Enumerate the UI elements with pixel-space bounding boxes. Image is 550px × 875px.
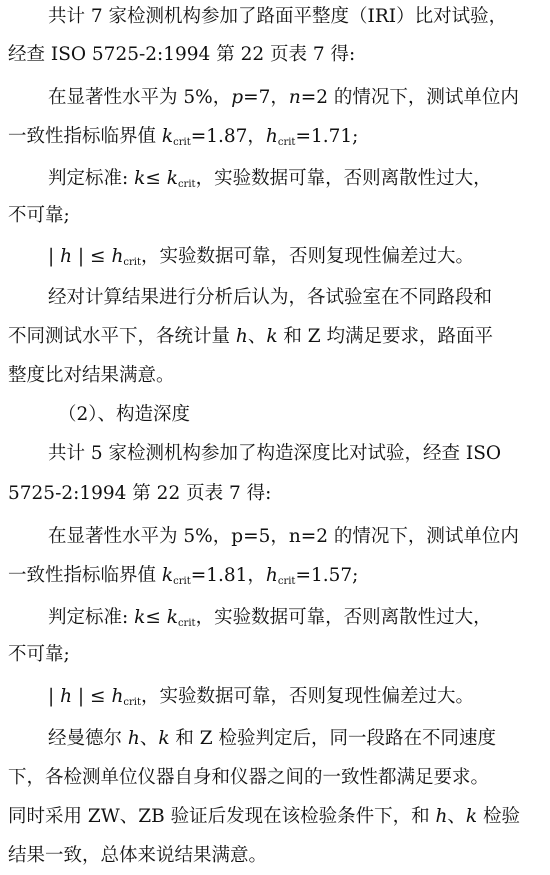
text: =2 的情况下，测试单位内 bbox=[300, 87, 519, 108]
text: =1.71; bbox=[295, 126, 359, 147]
math-var: k bbox=[134, 607, 146, 628]
text: ，实验数据可靠，否则离散性过大， bbox=[195, 607, 492, 628]
text: 5725-2:1994 第 22 页表 7 得: bbox=[8, 483, 272, 504]
text: 判定标准: bbox=[48, 607, 135, 628]
math-var: h bbox=[265, 126, 278, 147]
paragraph-line bbox=[48, 605, 492, 631]
math-var: k bbox=[166, 607, 178, 628]
math-var: h bbox=[111, 246, 124, 267]
text: 一致性指标临界值 bbox=[8, 126, 162, 147]
text: 整度比对结果满意。 bbox=[8, 365, 175, 386]
text: 、 bbox=[447, 806, 466, 827]
paragraph-line bbox=[48, 441, 501, 467]
text: | bbox=[48, 686, 61, 707]
subscript: crit bbox=[177, 179, 196, 190]
paragraph-line bbox=[8, 203, 70, 229]
text: 在显著性水平为 5%， bbox=[48, 87, 232, 108]
paragraph-line bbox=[48, 726, 496, 752]
paragraph-line bbox=[8, 324, 493, 350]
math-var: h bbox=[235, 326, 248, 347]
text: 结果一致，总体来说结果满意。 bbox=[8, 845, 268, 866]
math-var: h bbox=[111, 686, 124, 707]
paragraph-line bbox=[8, 124, 358, 150]
text: =7， bbox=[243, 87, 289, 108]
text: 同时采用 ZW、ZB 验证后发现在该检验条件下，和 bbox=[8, 806, 436, 827]
math-var: k bbox=[134, 168, 146, 189]
paragraph-line bbox=[48, 85, 519, 111]
subscript: crit bbox=[123, 257, 141, 268]
paragraph-line bbox=[8, 42, 355, 68]
text: | ≤ bbox=[72, 686, 112, 707]
text: 和 Z 检验判定后，同一段路在不同速度 bbox=[169, 728, 497, 749]
text: =1.87， bbox=[190, 126, 266, 147]
text: 、 bbox=[139, 728, 159, 749]
math-var: h bbox=[127, 728, 140, 749]
text: ，实验数据可靠，否则复现性偏差过大。 bbox=[140, 246, 474, 267]
math-var: k bbox=[465, 806, 478, 827]
text: 检验 bbox=[477, 806, 521, 827]
paragraph-line bbox=[48, 524, 519, 550]
math-var: h bbox=[60, 246, 73, 267]
text: ，实验数据可靠，否则复现性偏差过大。 bbox=[140, 686, 474, 707]
text: 下，各检测单位仪器自身和仪器之间的一致性都满足要求。 bbox=[8, 767, 490, 788]
math-var: p bbox=[231, 87, 244, 108]
math-var: h bbox=[60, 686, 73, 707]
math-var: k bbox=[161, 126, 174, 147]
subscript: crit bbox=[173, 137, 191, 148]
subscript: crit bbox=[277, 576, 296, 587]
text: 在显著性水平为 5%，p=5，n=2 的情况下，测试单位内 bbox=[48, 526, 519, 547]
text: ≤ bbox=[145, 168, 167, 189]
paragraph-line bbox=[8, 363, 175, 389]
subscript: crit bbox=[173, 576, 191, 587]
text: =1.81， bbox=[190, 565, 266, 586]
math-var: k bbox=[161, 565, 174, 586]
text: ≤ bbox=[145, 607, 167, 628]
math-var: k bbox=[266, 326, 278, 347]
paragraph-line bbox=[48, 244, 474, 270]
math-var: h bbox=[435, 806, 448, 827]
text: 不可靠; bbox=[8, 205, 70, 226]
text: 经对计算结果进行分析后认为，各试验室在不同路段和 bbox=[48, 287, 493, 308]
text: 经查 ISO 5725-2:1994 第 22 页表 7 得: bbox=[8, 44, 356, 65]
paragraph-line bbox=[48, 4, 507, 30]
subscript: crit bbox=[123, 697, 141, 708]
text: =1.57; bbox=[295, 565, 359, 586]
subscript: crit bbox=[177, 618, 196, 629]
paragraph-line bbox=[8, 481, 271, 507]
text: | bbox=[48, 246, 61, 267]
text: （2）、构造深度 bbox=[58, 404, 191, 425]
math-var: h bbox=[265, 565, 278, 586]
text: ，实验数据可靠，否则离散性过大， bbox=[195, 168, 492, 189]
paragraph-line bbox=[48, 285, 492, 311]
text: 不可靠; bbox=[8, 644, 70, 665]
text: 经曼德尔 bbox=[48, 728, 128, 749]
subscript: crit bbox=[277, 137, 296, 148]
text: 共计 7 家检测机构参加了路面平整度（IRI）比对试验， bbox=[48, 6, 508, 27]
math-var: n bbox=[288, 87, 301, 108]
paragraph-line bbox=[8, 765, 489, 791]
text: 、 bbox=[247, 326, 267, 347]
text: 和 Z 均满足要求，路面平 bbox=[277, 326, 494, 347]
paragraph-line bbox=[8, 642, 70, 668]
paragraph-line bbox=[8, 843, 267, 869]
text: 共计 5 家检测机构参加了构造深度比对试验，经查 ISO bbox=[48, 443, 502, 464]
text: 一致性指标临界值 bbox=[8, 565, 162, 586]
paragraph-line bbox=[8, 563, 358, 589]
section-heading bbox=[58, 402, 190, 428]
math-var: k bbox=[158, 728, 170, 749]
text: 不同测试水平下，各统计量 bbox=[8, 326, 236, 347]
paragraph-line bbox=[8, 804, 520, 830]
paragraph-line bbox=[48, 166, 492, 192]
text: | ≤ bbox=[72, 246, 112, 267]
text: 判定标准: bbox=[48, 168, 135, 189]
paragraph-line bbox=[48, 684, 474, 710]
math-var: k bbox=[166, 168, 178, 189]
